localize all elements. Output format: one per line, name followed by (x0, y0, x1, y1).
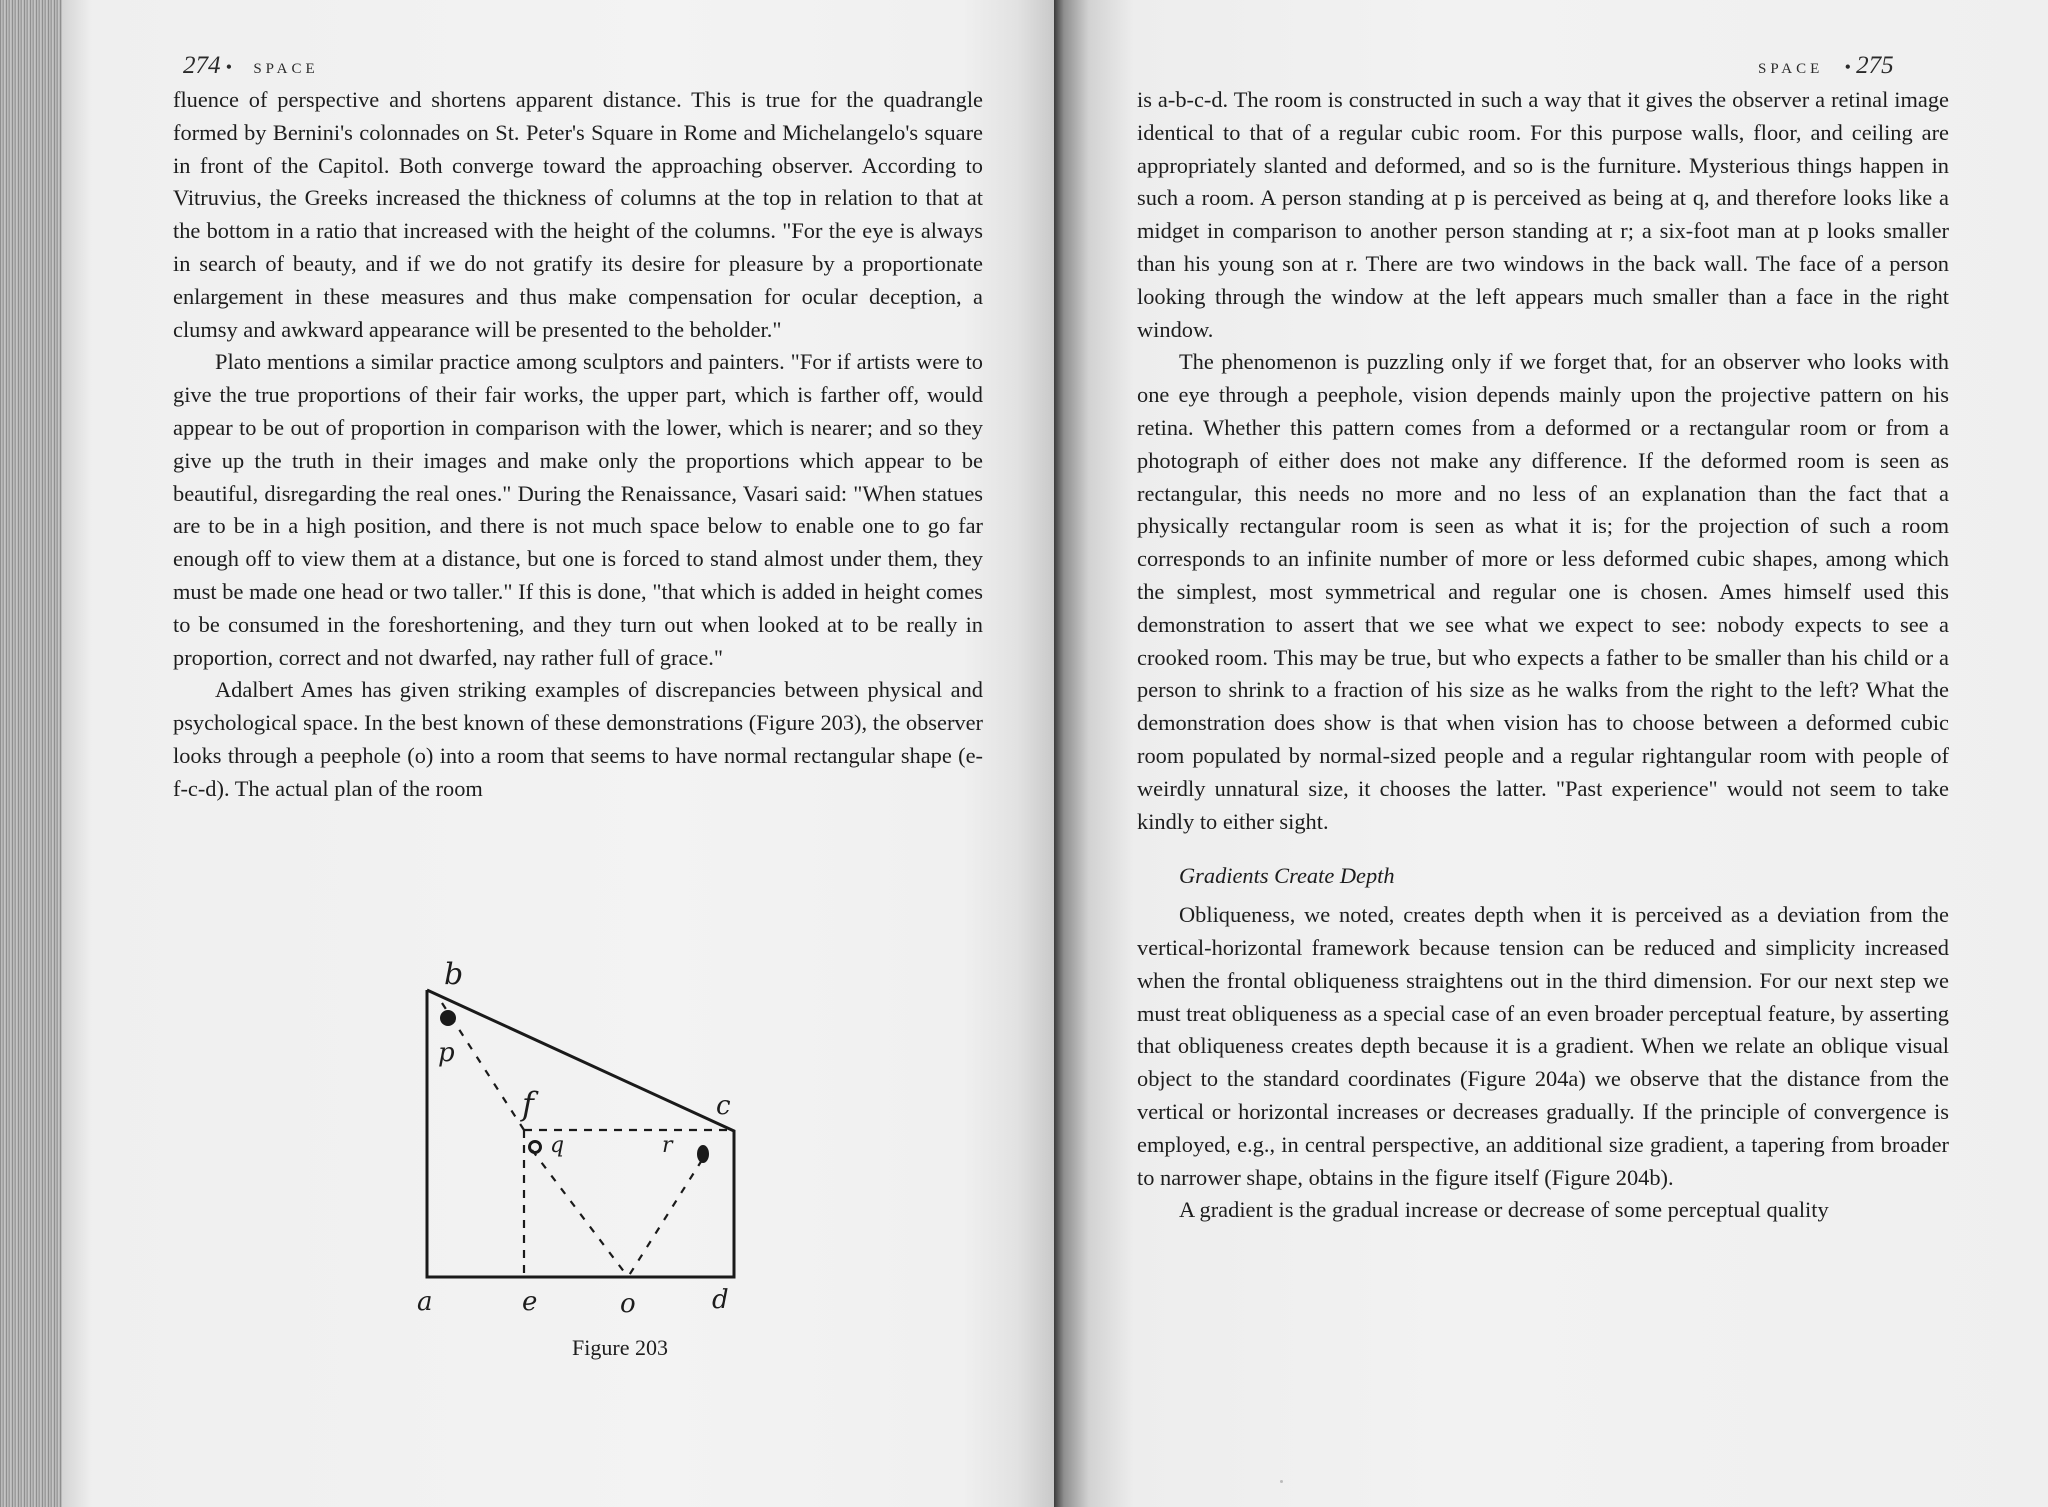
section-subheading: Gradients Create Depth (1179, 863, 1395, 889)
paragraph: Obliqueness, we noted, creates depth when it is perceived as a deviation from the vertical-horizontal framework because tension can be reduced and simplicity increased when the frontal obliqueness straightens out in the third dimension. For our next step we must treat obliqueness as a special case of an even broader perceptual feature, by asserting that obliqueness creates depth because it is a gradient. When we relate an oblique visual object to the standard coordinates (Figure 204a) we observe that the distance from the vertical or horizontal increases or decreases gradually. If the principle of convergence is employed, e.g., in central perspective, an additional size gradient, a tapering from broader to narrower shape, obtains in the figure itself (Figure 204b). (1137, 902, 1949, 1190)
left-page-number: 274 (183, 52, 221, 79)
book-page-edges (0, 0, 62, 1507)
left-running-head (183, 52, 335, 80)
right-section-title: SPACE (1758, 61, 1824, 77)
label-e: e (522, 1287, 538, 1317)
label-o: o (620, 1289, 636, 1319)
label-r: r (662, 1133, 673, 1158)
person-q-dot (530, 1142, 541, 1153)
figure-caption: Figure 203 (572, 1335, 668, 1360)
paragraph: Plato mentions a similar practice among sculptors and painters. "For if artists were to give the true proportions of their fair works, the upper part, which is farther off, would appear to be out of proportion in comparison with the lower, which is nearer; and so they give up the truth in their images and make only the proportions which appear to be beautiful, disregarding the real ones." During the Renaissance, Vasari said: "When statues are to be in a high position, and there is not much space below to enable one to go far enough off to view them at a distance, but one is forced to stand almost under them, they must be made one head or two taller." If this is done, "that which is added in height comes to be consumed in the foreshortening, and they turn out when looked at to be really in proportion, correct and not dwarfed, nay rather full of grace." (173, 349, 983, 670)
paragraph: is a-b-c-d. The room is constructed in such a way that it gives the observer a retinal image identical to that of a regular cubic room. For this purpose walls, floor, and ceiling are appropriately slanted and deformed, and so is the furniture. Mysterious things happen in such a room. A person standing at p is perceived as being at q, and therefore looks like a midget in comparison to another person standing at r; a six-foot man at p looks smaller than his young son at r. There are two windows in the back wall. The face of a person looking through the window at the left appears much smaller than a face in the right window. (1137, 87, 1949, 342)
left-section-title: SPACE (253, 61, 319, 77)
paper-speck (1280, 1480, 1283, 1483)
label-c: c (716, 1091, 731, 1121)
paragraph: fluence of perspective and shortens apparent distance. This is true for the quadrangle formed by Bernini's colonnades on St. Peter's Square in Rome and Michelangelo's square in front of the Capitol. Both converge toward the approaching observer. According to Vitruvius, the Greeks increased the thickness of columns at the top in relation to that at the bottom in a ratio that increased with the height of the columns. "For the eye is always in search of beauty, and if we do not gratify its desire for pleasure by a proportionate enlargement in these measures and thus make compensation for ocular deception, a clumsy and awkward appearance will be presented to the beholder." (173, 87, 983, 342)
sight-line-r (628, 1160, 702, 1277)
room-outline (427, 990, 734, 1277)
paragraph: A gradient is the gradual increase or decrease of some perceptual quality (1179, 1197, 1829, 1223)
right-running-head (1742, 52, 1894, 80)
left-page-body (173, 84, 983, 806)
right-page-body (1137, 84, 1949, 1227)
label-d: d (712, 1285, 729, 1315)
label-a: a (417, 1287, 433, 1317)
paragraph: The phenomenon is puzzling only if we forget that, for an observer who looks with one eye through a peephole, vision depends mainly upon the projective pattern on his retina. Whether this pattern comes from a deformed or a rectangular room or from a photograph of either does not make any difference. If the deformed room is seen as rectangular, this needs no more and no less of an explanation than the fact that a physically rectangular room is seen as what it is; for the projection of such a room corresponds to an infinite number of more or less deformed cubic shapes, among which the simplest, most symmetrical and regular one is chosen. Ames himself used this demonstration to assert that we see what we expect to see: nobody expects to see a crooked room. This may be true, but who expects a father to be smaller than his child or a person to shrink to a fraction of his size as he walks from the right to the left? What the demonstration does show is that when vision has to choose between a deformed cubic room populated by normal-sized people and a regular rightangular room with people of weirdly unnatural size, it chooses the latter. "Past experience" would not seem to take kindly to either sight. (1137, 349, 1949, 834)
label-p: p (438, 1038, 455, 1068)
right-page-number: 275 (1856, 52, 1894, 79)
separator-dot: • (1844, 57, 1851, 77)
sight-line-q (532, 1150, 628, 1277)
separator-dot: • (225, 57, 233, 77)
label-q: q (550, 1133, 565, 1158)
figure-203-diagram (412, 955, 742, 1325)
label-f: f (522, 1085, 534, 1123)
room-plan-svg (412, 955, 742, 1325)
person-p-dot (440, 1010, 456, 1026)
label-b: b (444, 957, 464, 992)
person-r-dot (697, 1145, 709, 1163)
paragraph: Adalbert Ames has given striking examples of discrepancies between physical and psychological space. In the best known of these demonstrations (Figure 203), the observer looks through a peephole (o) into a room that seems to have normal rectangular shape (e-f-c-d). The actual plan of the room (173, 677, 983, 801)
